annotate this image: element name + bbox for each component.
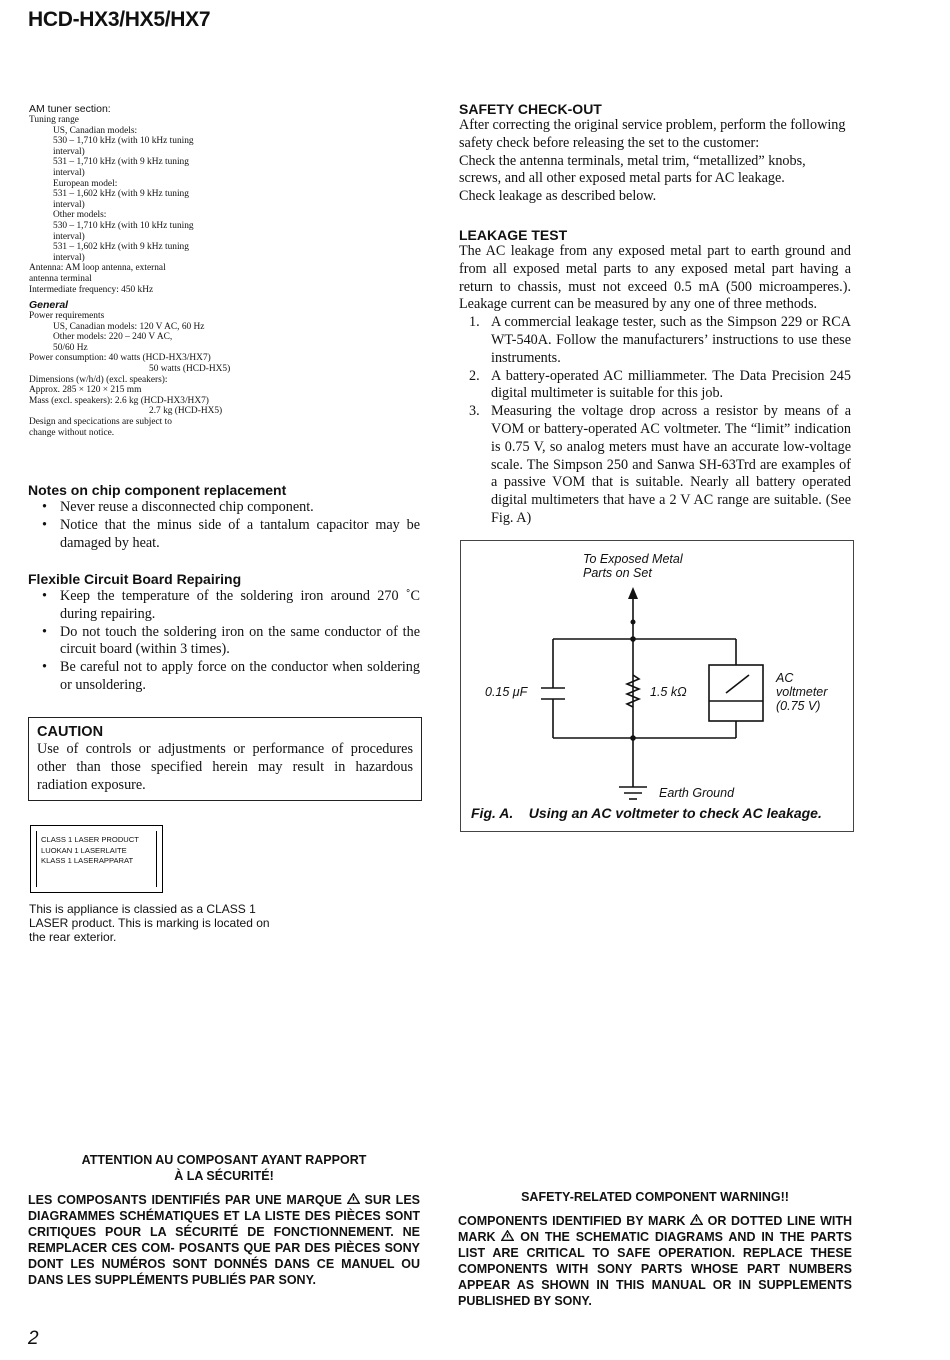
safety-checkout-section — [459, 101, 851, 206]
specifications-block — [29, 103, 254, 438]
flex-notes-section — [28, 571, 420, 695]
warning-fr-title: ATTENTION AU COMPOSANT AYANT RAPPORT À LA SÉCURITÉ! — [81, 1153, 367, 1183]
spec-line: US, Canadian models: 120 V AC, 60 Hz — [53, 321, 205, 332]
spec-line: Other models: 220 – 240 V AC, — [53, 332, 173, 343]
list-item: • Never reuse a disconnected chip component. — [28, 499, 420, 517]
warning-en-title: SAFETY-RELATED COMPONENT WARNING!! — [521, 1190, 789, 1204]
figure-a-box — [460, 540, 854, 832]
spec-line: interval) — [53, 146, 85, 157]
model-title: HCD-HX3/HX5/HX7 — [28, 8, 211, 31]
spec-line: Mass (excl. speakers): 2.6 kg (HCD-HX3/HX7) — [29, 395, 209, 406]
spec-line: Power requirements — [29, 311, 105, 322]
spec-line: 2.7 kg (HCD-HX5) — [149, 406, 223, 417]
spec-line: 530 – 1,710 kHz (with 10 kHz tuning — [53, 220, 194, 231]
spec-line: Dimensions (w/h/d) (excl. speakers): — [29, 374, 168, 385]
spec-line: 530 – 1,710 kHz (with 10 kHz tuning — [53, 136, 194, 147]
spec-line: antenna terminal — [29, 273, 92, 284]
capacitor-label: 0.15 μF — [485, 685, 528, 699]
warning-triangle-icon — [501, 1230, 514, 1241]
spec-line: interval) — [53, 231, 85, 242]
spec-line: 531 – 1,602 kHz (with 9 kHz tuning — [53, 242, 189, 253]
spec-line: Design and specications are subject to — [29, 417, 172, 428]
spec-line: Approx. 285 × 120 × 215 mm — [29, 385, 142, 396]
safety-checkout-body-3: Check leakage as described below. — [459, 188, 657, 205]
safety-checkout-body-2: Check the antenna terminals, metal trim, “metallized” knobs, screws, and all other exposed metal parts for AC leakage. — [459, 152, 806, 187]
meter-label-line2: voltmeter — [776, 685, 828, 699]
leakage-test-section — [459, 227, 851, 528]
chip-notes-list — [28, 499, 420, 552]
caution-title: CAUTION — [37, 724, 104, 740]
list-item: 2. A battery-operated AC milliammeter. The Data Precision 245 digital multimeter is suitable for this job. — [469, 367, 851, 402]
spec-line: Tuning range — [29, 115, 79, 125]
spec-line: Other models: — [53, 210, 107, 221]
laser-note: This is appliance is classied as a CLASS 1 LASER product. This is marking is located on the rear exterior. — [29, 902, 270, 944]
am-spec-lines — [29, 115, 254, 295]
resistor-label: 1.5 kΩ — [650, 685, 687, 699]
list-item: 3. Measuring the voltage drop across a resistor by means of a VOM or battery-operated AC voltmeter. The “limit” indication is 0.75 V, so analog meters must have an accurate low-voltage scale. The Simpson 250 and Sanwa SH-63Trd are examples of a passive VOM that is suitable. Nearly all battery operated digital multimeters that have a 2 V AC range are suitable. (See Fig. A) — [469, 403, 851, 526]
am-tuner-header: AM tuner section: — [29, 103, 111, 115]
chip-notes-title: Notes on chip component replacement — [28, 482, 287, 498]
spec-line: 50 watts (HCD-HX5) — [149, 364, 231, 375]
top-label-line1: To Exposed Metal — [583, 552, 683, 566]
laser-product-label — [30, 825, 163, 893]
laser-label-line: KLASS 1 LASERAPPARAT — [41, 856, 134, 866]
spec-line: 50/60 Hz — [53, 342, 88, 353]
caution-body: Use of controls or adjustments or performance of procedures other than those specified herein may result in hazardous radiation exposure. — [37, 741, 413, 793]
flex-notes-title: Flexible Circuit Board Repairing — [28, 571, 242, 587]
spec-line: 531 – 1,602 kHz (with 9 kHz tuning — [53, 189, 189, 200]
leakage-test-body: The AC leakage from any exposed metal part to earth ground and from all exposed metal parts to any exposed metal part having a return to chassis, must not exceed 0.5 mA (500 microamperes.). Leakage current can be measured by any one of three methods. — [459, 243, 851, 313]
list-item: • Keep the temperature of the soldering iron around 270 ˚C during repairing. — [28, 588, 420, 624]
laser-label-line: LUOKAN 1 LASERLAITE — [41, 845, 127, 855]
figure-caption: Fig. A. Using an AC voltmeter to check AC leakage. — [471, 805, 822, 821]
chip-notes-section — [28, 482, 420, 552]
list-item: • Be careful not to apply force on the conductor when soldering or unsoldering. — [28, 659, 420, 695]
spec-line: interval) — [53, 199, 85, 210]
warning-en-body: COMPONENTS IDENTIFIED BY MARK OR DOTTED LINE WITH MARK ON THE SCHEMATIC DIAGRAMS AND IN THE PARTS LIST ARE CRITICAL TO SAFE OPERATION. REPLACE THESE COMPONENTS WITH SONY PARTS WHOSE PART NUMBERS APPEAR AS SHOWN IN THIS MANUAL OR IN SUPPLEMENTS PUBLISHED BY SONY. — [458, 1214, 852, 1308]
leakage-test-title: LEAKAGE TEST — [459, 227, 568, 243]
meter-label-line3: (0.75 V) — [776, 699, 821, 713]
caution-box — [28, 717, 422, 801]
list-item: 1. A commercial leakage tester, such as the Simpson 229 or RCA WT-540A. Follow the manufacturers’ instructions to use these instruments. — [469, 314, 851, 366]
general-spec-lines — [29, 311, 254, 438]
safety-checkout-title: SAFETY CHECK-OUT — [459, 101, 602, 117]
spec-line: European model: — [53, 178, 118, 189]
list-item: • Do not touch the soldering iron on the same conductor of the circuit board (within 3 times). — [28, 624, 420, 660]
spec-line: 531 – 1,710 kHz (with 9 kHz tuning — [53, 157, 189, 168]
spec-line: interval) — [53, 252, 85, 263]
spec-line: Power consumption: 40 watts (HCD-HX3/HX7) — [29, 353, 211, 364]
warning-triangle-icon — [690, 1214, 703, 1225]
spec-line: change without notice. — [29, 427, 115, 438]
meter-label-line1: AC — [776, 671, 794, 685]
warning-fr-body: LES COMPOSANTS IDENTIFIÉS PAR UNE MARQUE SUR LES DIAGRAMMES SCHÉMATIQUES ET LA LISTE DES PIÈCES SONT CRITIQUES POUR LA SÉCURITÉ DE FONCTIONNEMENT. NE REMPLACER CES COM- POSANTS QUE PAR DES PIÈCES SONY DONT LES NUMÉROS SONT DONNÉS DANS CE MANUEL OU DANS LES SUPPLÉMENTS PUBLIÉS PAR SONY. — [28, 1193, 420, 1287]
warning-triangle-icon — [347, 1193, 360, 1204]
top-label-line2: Parts on Set — [583, 566, 652, 580]
laser-label-line: CLASS 1 LASER PRODUCT — [41, 835, 139, 844]
list-item: • Notice that the minus side of a tantalum capacitor may be damaged by heat. — [28, 517, 420, 553]
general-header: General — [29, 299, 69, 312]
leakage-methods-list — [459, 314, 851, 528]
spec-line: Antenna: AM loop antenna, external — [29, 263, 166, 274]
spec-line: Intermediate frequency: 450 kHz — [29, 284, 154, 295]
spec-line: interval) — [53, 167, 85, 178]
flex-notes-list — [28, 588, 420, 695]
page-number: 2 — [28, 1328, 39, 1349]
safety-checkout-body: After correcting the original service problem, perform the following safety check before releasing the set to the customer: — [459, 117, 846, 151]
earth-ground-label: Earth Ground — [659, 786, 735, 800]
spec-line: US, Canadian models: — [53, 125, 138, 136]
